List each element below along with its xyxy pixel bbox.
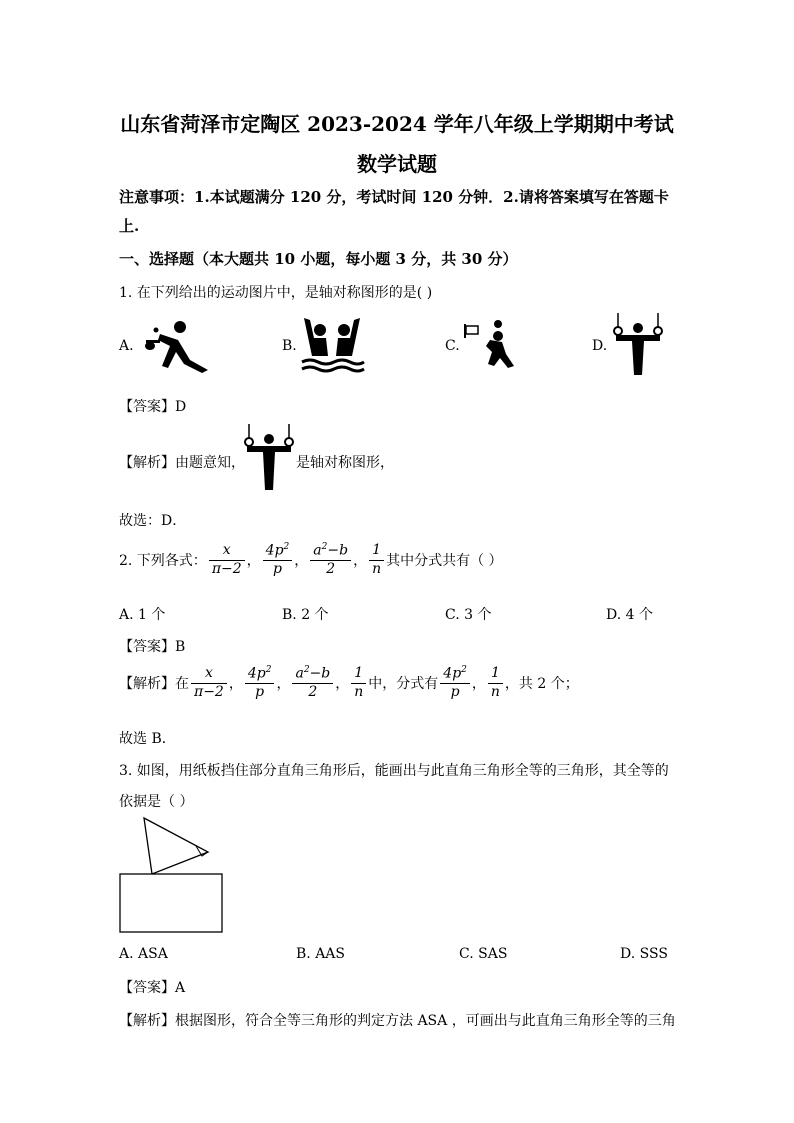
right-triangle (144, 818, 208, 874)
water-polo-icon (300, 316, 366, 378)
q2-answer-label: 【答案】 (119, 639, 175, 655)
fraction-1-over-n: $\frac{1}{n}$ (369, 543, 384, 577)
q2-analysis: 【解析】 在 $\frac{x}{\pi-2}$ ， $\frac{4p^2}{p}$ ， $\frac{a^2-b}{2}$ ， $\frac{1}{n}$ 中，分式有 $\frac{4p^2}{p}$ ， $\frac{1}{n}$ ，共 2 个； (119, 665, 579, 701)
notice-text-1: 1.本试题满分 120 分，考试时间 120 分钟．2.请将答案填写在答题卡 (194, 188, 669, 206)
basketball-icon (462, 318, 518, 376)
cardboard-rect (120, 874, 222, 932)
q2-stem-suffix: 其中分式共有（ ） (386, 553, 503, 570)
q2-option-c: C. 3 个 (445, 607, 492, 623)
q3-option-b: B. AAS (296, 946, 345, 962)
q3-analysis-text: 根据图形，符合全等三角形的判定方法 ASA ，可画出与此直角三角形全等的三角 (175, 1013, 676, 1029)
q1-analysis-pre: 由题意知， (175, 455, 245, 471)
q1-answer-value: D (175, 399, 187, 415)
q3-stem-line-2: 依据是（ ） (119, 794, 194, 810)
q3-answer-value: A (175, 980, 186, 996)
q2-analysis-label: 【解析】 (119, 676, 175, 693)
q1-analysis-post: 是轴对称图形， (296, 455, 394, 471)
q2-answer (119, 636, 185, 656)
q3-option-c: C. SAS (459, 946, 508, 962)
q1-option-d-label: D. (592, 338, 608, 354)
q1-conclusion: 故选：D． (119, 513, 187, 529)
triangle-cardboard-diagram (118, 814, 228, 936)
q1-analysis (119, 452, 245, 472)
q2-option-a: A. 1 个 (119, 607, 166, 623)
q3-option-d: D. SSS (620, 946, 668, 962)
notice-label: 注意事项： (119, 188, 195, 206)
q2-stem: 2. 下列各式： $\frac{x}{\pi-2}$ ， $\frac{4p^2}{p}$ ， $\frac{a^2-b}{2}$ ， $\frac{1}{n}$ 其中分式共有（ ） (119, 542, 503, 578)
section-heading: 一、选择题（本大题共 10 小题，每小题 3 分，共 30 分） (119, 250, 518, 268)
q1-option-a-label: A. (119, 338, 134, 354)
rings-gymnast-icon (612, 313, 664, 379)
q2-stem-prefix: 2. 下列各式： (119, 553, 207, 570)
q1-option-b-label: B. (282, 338, 297, 354)
notice-line-1 (119, 186, 669, 207)
table-tennis-icon (138, 318, 214, 374)
q1-analysis-label: 【解析】 (119, 455, 175, 471)
exam-title: 山东省菏泽市定陶区 2023-2024 学年八年级上学期期中考试 (120, 112, 674, 136)
fraction-a2-minus-b-over-2: $\frac{a^2-b}{2}$ (310, 543, 351, 577)
q1-answer-label: 【答案】 (119, 399, 175, 415)
rings-gymnast-figure (244, 424, 294, 494)
fraction-4p2-over-p: $\frac{4p^2}{p}$ (263, 543, 293, 577)
q1-option-c-label: C. (445, 338, 460, 354)
notice-line-2: 上. (119, 217, 140, 235)
q2-option-d: D. 4 个 (606, 607, 653, 623)
q3-answer (119, 977, 185, 997)
q1-answer (119, 396, 186, 416)
q3-stem-line-1: 3. 如图，用纸板挡住部分直角三角形后，能画出与此直角三角形全等的三角形，其全等的 (119, 763, 669, 779)
q2-option-b: B. 2 个 (282, 607, 329, 623)
q3-option-a: A. ASA (119, 946, 168, 962)
q3-answer-label: 【答案】 (119, 980, 175, 996)
q2-answer-value: B (175, 639, 186, 655)
exam-subtitle: 数学试题 (357, 152, 437, 176)
q3-analysis (119, 1010, 676, 1030)
q1-stem: 1. 在下列给出的运动图片中，是轴对称图形的是( ) (119, 285, 433, 301)
q3-analysis-label: 【解析】 (119, 1013, 175, 1029)
fraction-x-over-pi-minus-2: $\frac{x}{\pi-2}$ (209, 543, 245, 577)
q2-conclusion: 故选 B． (119, 731, 176, 747)
